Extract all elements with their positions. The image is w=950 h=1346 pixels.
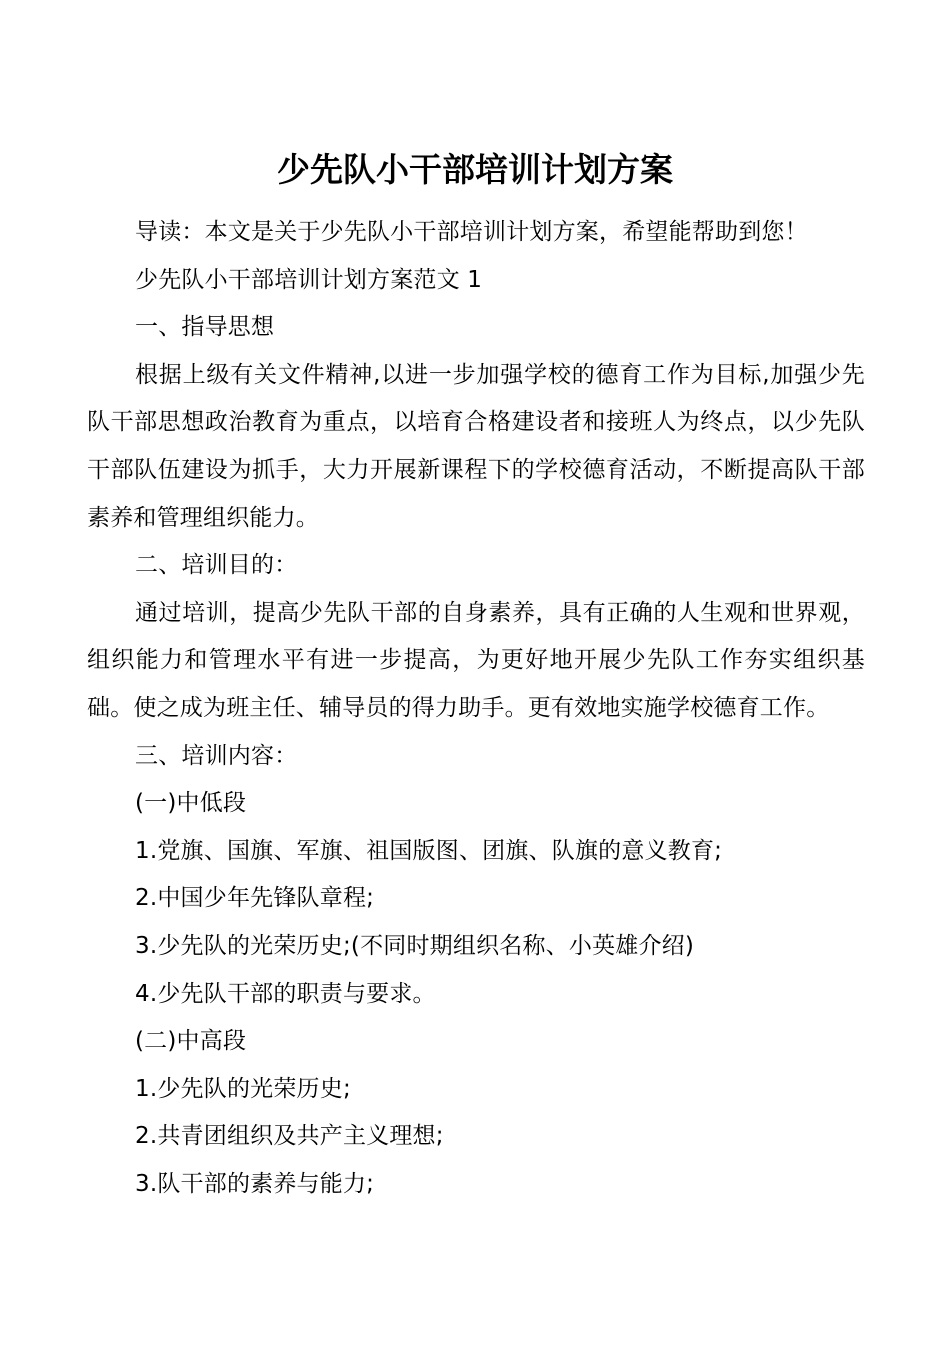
subheading-upper-grades: (二)中高段 [135, 1028, 247, 1055]
section-heading-guiding-thought: 一、指导思想 [135, 314, 275, 341]
document-body [87, 209, 865, 1208]
intro-paragraph: 导读：本文是关于少先队小干部培训计划方案，希望能帮助到您！ [135, 219, 808, 245]
document-title: 少先队小干部培训计划方案 [277, 150, 673, 189]
paragraph-guiding-thought: 根据上级有关文件精神,以进一步加强学校的德育工作为目标,加强少先队干部思想政治教育为重点，以培育合格建设者和接班人为终点，以少先队干部队伍建设为抓手，大力开展新课程下的学校德育活动，不断提高队干部素养和管理组织能力。 [87, 361, 865, 531]
list-item: 3.少先队的光荣历史;(不同时期组织名称、小英雄介绍) [135, 932, 695, 959]
section-heading-sample: 少先队小干部培训计划方案范文 1 [135, 266, 483, 293]
list-item: 1.党旗、国旗、军旗、祖国版图、团旗、队旗的意义教育; [135, 837, 723, 864]
subheading-lower-grades: (一)中低段 [135, 790, 247, 817]
list-item: 2.共青团组织及共产主义理想; [135, 1123, 444, 1150]
list-item: 4.少先队干部的职责与要求。 [135, 980, 436, 1007]
paragraph-training-purpose: 通过培训，提高少先队干部的自身素养，具有正确的人生观和世界观，组织能力和管理水平有进一步提高，为更好地开展少先队工作夯实组织基础。使之成为班主任、辅导员的得力助手。更有效地实施学校德育工作。 [87, 599, 865, 721]
section-heading-training-content: 三、培训内容： [135, 742, 298, 769]
section-heading-training-purpose: 二、培训目的： [135, 552, 298, 579]
list-item: 2.中国少年先锋队章程; [135, 885, 375, 912]
list-item: 3.队干部的素养与能力; [135, 1170, 375, 1197]
list-item: 1.少先队的光荣历史; [135, 1075, 351, 1102]
